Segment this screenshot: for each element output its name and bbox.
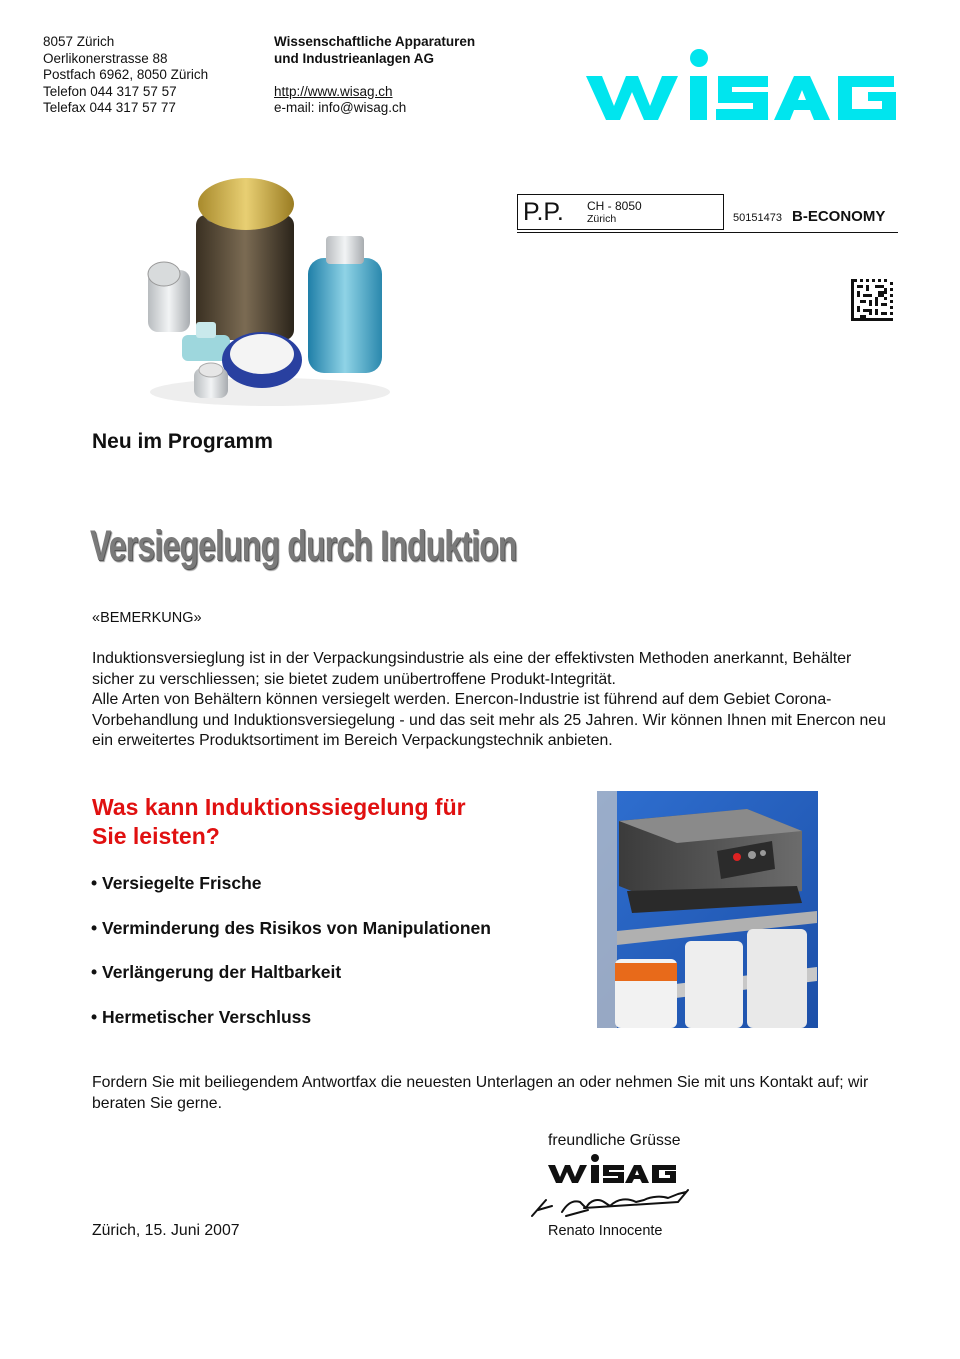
company-info xyxy=(274,34,475,117)
postage-box xyxy=(517,194,724,230)
headline: Versiegelung durch Induktion xyxy=(90,522,517,570)
address-line: Oerlikonerstrasse 88 xyxy=(43,50,168,66)
company-name-line2: und Industrieanlagen AG xyxy=(274,50,435,66)
intro-text-1: Induktionsversieglung ist in der Verpackungsindustrie als eine der effektivsten Methoden anerkannt, Behälter sicher zu verschliessen; sie bietet zudem unübertroffene Produkt-Integrität. xyxy=(92,650,852,688)
sealing-machine-image xyxy=(597,791,818,1028)
postage-type: B-ECONOMY xyxy=(792,208,886,225)
question-line-1: Was kann Induktionssiegelung für xyxy=(92,794,466,820)
remark-placeholder: «BEMERKUNG» xyxy=(92,610,202,626)
postage-number: 50151473 xyxy=(733,212,782,224)
pp-label: P.P. xyxy=(523,198,564,226)
list-item: • Hermetischer Verschluss xyxy=(91,1007,312,1028)
address-line: Postfach 6962, 8050 Zürich xyxy=(43,67,209,82)
company-name-line1: Wissenschaftliche Apparaturen xyxy=(274,34,476,49)
sender-address xyxy=(43,34,208,117)
address-line: 8057 Zürich xyxy=(43,34,115,49)
benefits-list xyxy=(91,873,491,1052)
website-link[interactable]: http://www.wisag.ch xyxy=(274,83,393,99)
wisag-signature-logo xyxy=(548,1153,676,1183)
benefits-question-heading xyxy=(92,793,572,851)
postage-postcode: CH - 8050 xyxy=(587,199,642,213)
intro-text-2: Alle Arten von Behältern können versiegelt werden. Enercon-Industrie ist führend auf dem Gebiet Corona-Vorbehandlung und Induktionsversiegelung - und das seit mehr als 25 Jahren. Wir können Ihnen mit Enercon neu ein erweitertes Produktsortiment im Bereich Verpackungstechnik anbieten. xyxy=(92,691,886,749)
handwritten-signature xyxy=(528,1188,703,1220)
list-item: • Verminderung des Risikos von Manipulationen xyxy=(91,917,491,938)
fax-line: Telefax 044 317 57 77 xyxy=(43,100,176,115)
section-heading-new: Neu im Programm xyxy=(92,430,273,453)
question-line-2: Sie leisten? xyxy=(92,823,220,849)
list-item: • Verlängerung der Haltbarkeit xyxy=(91,962,342,983)
list-item: • Versiegelte Frische xyxy=(91,873,262,893)
closing-paragraph: Fordern Sie mit beiliegendem Antwortfax die neuesten Unterlagen an oder nehmen Sie mit uns Kontakt auf; wir beraten Sie gerne. xyxy=(92,1074,869,1112)
signer-name: Renato Innocente xyxy=(548,1223,663,1239)
email-text: e-mail: info@wisag.ch xyxy=(274,100,407,115)
wisag-logo xyxy=(586,48,904,120)
postage-city: Zürich xyxy=(587,213,617,225)
place-and-date: Zürich, 15. Juni 2007 xyxy=(92,1222,240,1239)
greeting: freundliche Grüsse xyxy=(548,1132,681,1149)
phone-line: Telefon 044 317 57 57 xyxy=(43,83,177,99)
datamatrix-code xyxy=(851,279,893,321)
postage-underline xyxy=(517,232,898,233)
intro-paragraph xyxy=(92,649,892,752)
product-containers-image xyxy=(130,170,410,410)
